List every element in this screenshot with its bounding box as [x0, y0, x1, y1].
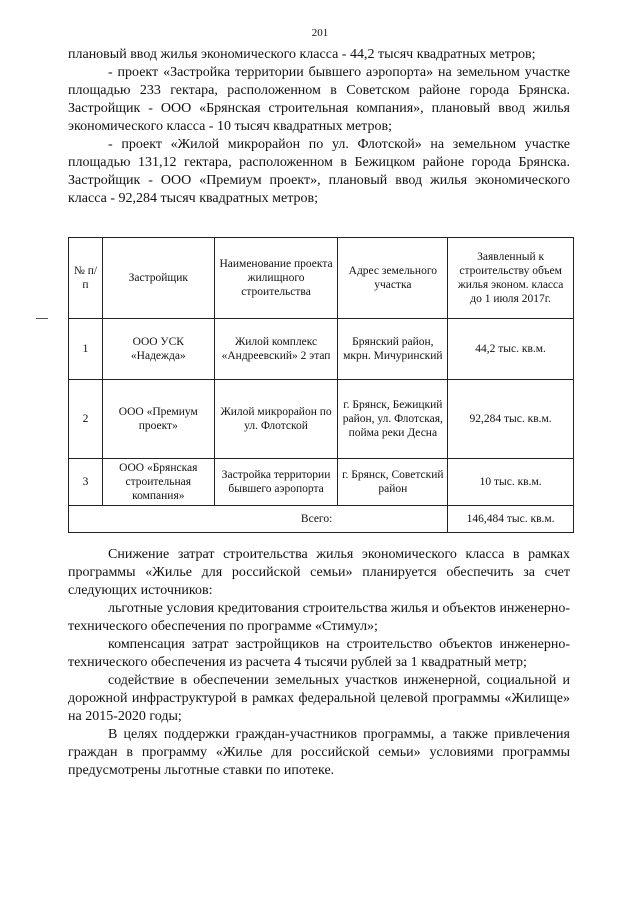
total-label: Всего: — [69, 506, 448, 533]
table-cell: Жилой микрорайон по ул. Флотской — [214, 380, 338, 459]
table-header-row — [69, 238, 574, 319]
total-value: 146,484 тыс. кв.м. — [448, 506, 574, 533]
top-text-block — [68, 46, 570, 208]
header-cell-number: № п/п — [69, 238, 103, 319]
paragraph: - проект «Жилой микрорайон по ул. Флотской» на земельном участке площадью 131,12 гектара, расположенном в Бежицком районе города Брянска. Застройщик - ООО «Премиум проект», плановый ввод жилья экономического класса - 92,284 тысяч квадратных метров; — [68, 137, 570, 206]
table-row — [69, 459, 574, 506]
table-cell: 44,2 тыс. кв.м. — [448, 319, 574, 380]
table-cell: 92,284 тыс. кв.м. — [448, 380, 574, 459]
header-cell-developer: Застройщик — [102, 238, 214, 319]
table-cell: ООО УСК «Надежда» — [102, 319, 214, 380]
table-cell: Жилой комплекс «Андреевский» 2 этап — [214, 319, 338, 380]
table-cell: Брянский район, мкрн. Мичуринский — [338, 319, 448, 380]
table-cell: Застройка территории бывшего аэропорта — [214, 459, 338, 506]
table-cell: 10 тыс. кв.м. — [448, 459, 574, 506]
page-number: 201 — [311, 27, 329, 39]
paragraph: В целях поддержки граждан-участников программы, а также привлечения граждан в программу «Жилье для российской семьи» условиями программы предусмотрены льготные ставки по ипотеке. — [68, 727, 570, 778]
paragraph: содействие в обеспечении земельных участков инженерной, социальной и дорожной инфраструктурой в рамках федеральной целевой программы «Жилище» на 2015-2020 годы; — [68, 673, 570, 724]
table-cell: ООО «Премиум проект» — [102, 380, 214, 459]
paragraph: Снижение затрат строительства жилья экономического класса в рамках программы «Жилье для российской семьи» планируется обеспечить за счет следующих источников: — [68, 547, 570, 598]
paragraph: плановый ввод жилья экономического класса - 44,2 тысяч квадратных метров; — [68, 47, 536, 62]
bottom-text-block — [68, 546, 570, 780]
table-cell: 2 — [69, 380, 103, 459]
header-cell-address: Адрес земельного участка — [338, 238, 448, 319]
table-cell: г. Брянск, Советский район — [338, 459, 448, 506]
paragraph: льготные условия кредитования строительства жилья и объектов инженерно-технического обеспечения по программе «Стимул»; — [68, 601, 570, 634]
table-cell: 1 — [69, 319, 103, 380]
header-cell-volume: Заявленный к строительству объем жилья эконом. класса до 1 июля 2017г. — [448, 238, 574, 319]
developers-table — [68, 237, 574, 533]
table-cell: г. Брянск, Бежицкий район, ул. Флотская, пойма реки Десна — [338, 380, 448, 459]
header-cell-project: Наименование проекта жилищного строительства — [214, 238, 338, 319]
margin-mark — [36, 318, 48, 319]
table-cell: ООО «Брянская строительная компания» — [102, 459, 214, 506]
table-row — [69, 319, 574, 380]
paragraph: компенсация затрат застройщиков на строительство объектов инженерно-технического обеспечения из расчета 4 тысячи рублей за 1 квадратный метр; — [68, 637, 570, 670]
table-row — [69, 380, 574, 459]
paragraph: - проект «Застройка территории бывшего аэропорта» на земельном участке площадью 233 гектара, расположенном в Советском районе города Брянска. Застройщик - ООО «Брянская строительная компания», плановый ввод жилья экономического класса - 10 тысяч квадратных метров; — [68, 65, 570, 134]
table-total-row — [69, 506, 574, 533]
table-cell: 3 — [69, 459, 103, 506]
